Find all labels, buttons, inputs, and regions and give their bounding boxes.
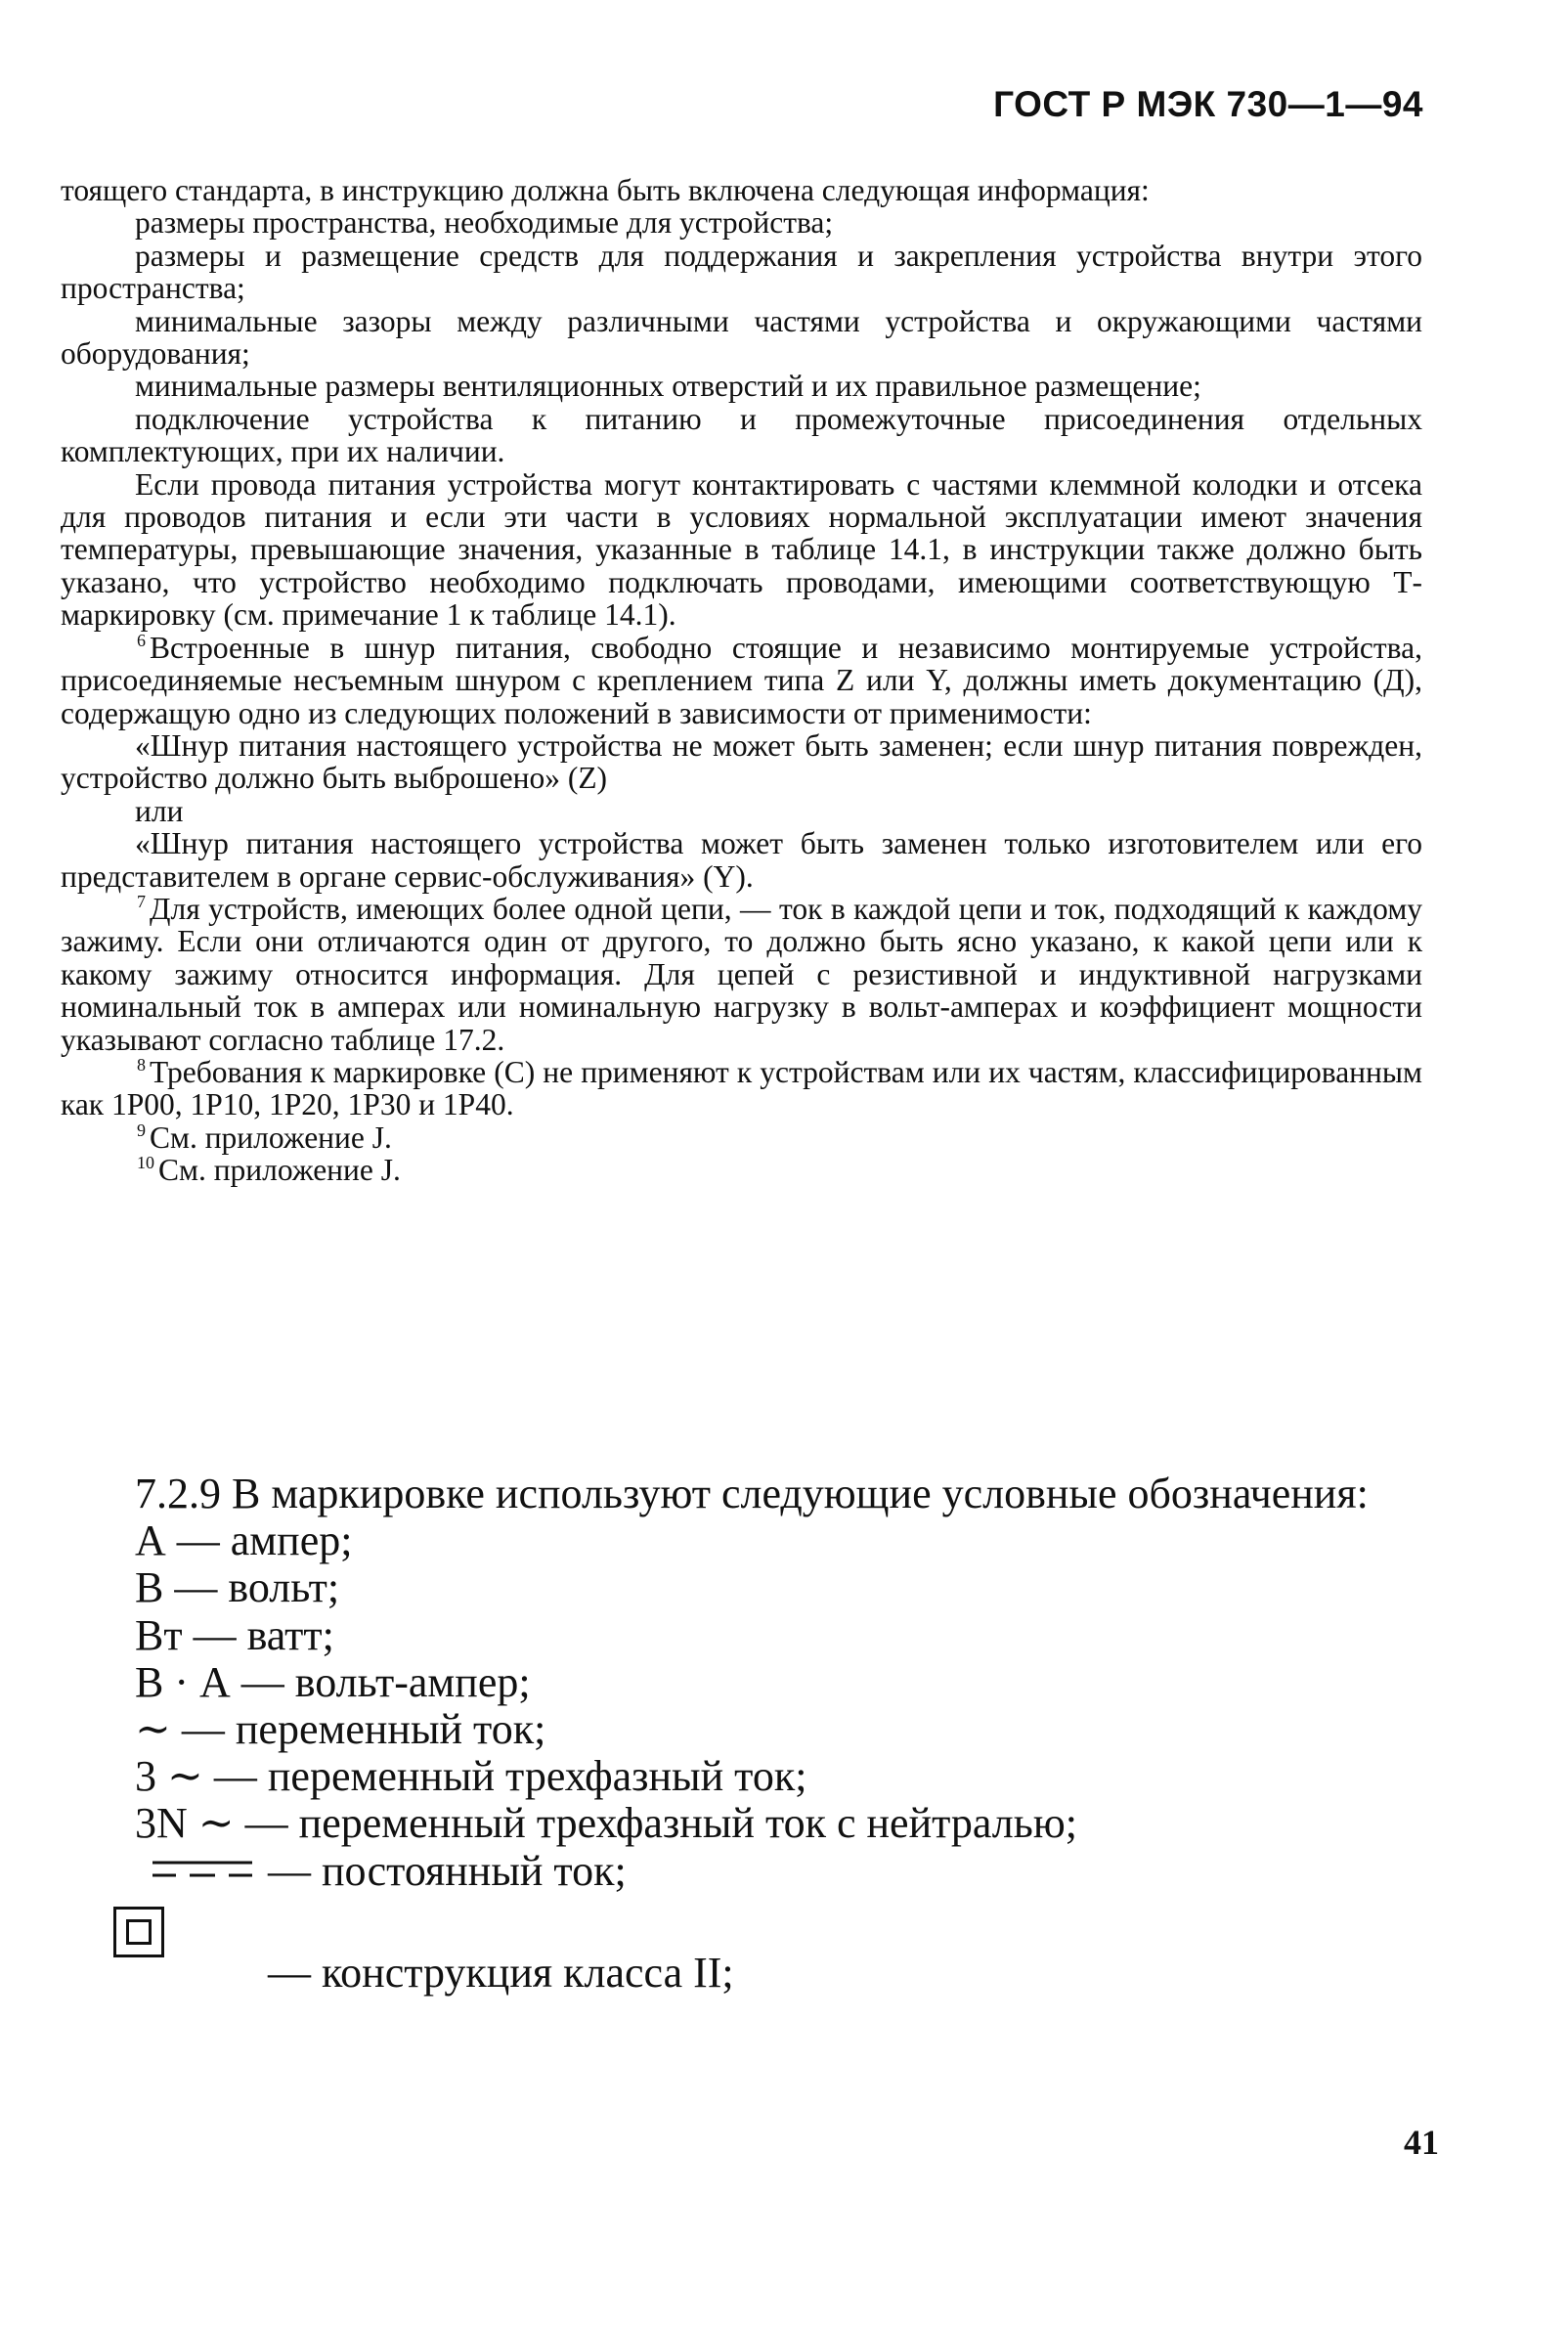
symbol-three-phase-neutral: 3N ∼ — переменный трехфазный ток с нейтралью; [135, 1799, 1077, 1848]
double-square-icon [113, 1907, 164, 1957]
footnote-marker: 6 [137, 630, 146, 650]
symbol-alternating-current: ∼ — переменный ток; [135, 1705, 546, 1754]
symbol-volt: В — вольт; [135, 1563, 340, 1612]
footnote-text: Требования к маркировке (С) не применяют к устройствам или их частям, классифицированным как 1Р00, 1Р10, 1Р20, 1Р30 и 1Р40. [61, 1054, 1422, 1122]
footnote-text: Встроенные в шнур питания, свободно стоящие и независимо монтируемые устройства, присоединяемые несъемным шнуром с креплением типа Z или Y, должны иметь документацию (Д), содержащую одно из следующих положений в зависимости от применимости: [61, 630, 1422, 730]
symbol-watt: Вт — ватт; [135, 1610, 334, 1659]
footnote-10 [61, 1154, 1422, 1186]
footnote-or: или [135, 793, 184, 828]
class-ii-label: — конструкция класса II; [268, 1948, 734, 1997]
section-7-2-9 [61, 1471, 1422, 2002]
footnote-text: См. приложение J. [158, 1153, 401, 1188]
standard-header: ГОСТ Р МЭК 730—1—94 [993, 84, 1423, 124]
body-text [61, 174, 1422, 1187]
symbol-direct-current [61, 1848, 1422, 1895]
footnote-marker: 10 [137, 1153, 154, 1173]
section-heading: 7.2.9 В маркировке используют следующие условные обозначения: [135, 1470, 1369, 1517]
footnote-8 [61, 1056, 1422, 1121]
footnote-7 [61, 893, 1422, 1056]
footnote-text: См. приложение J. [150, 1120, 392, 1155]
list-item: минимальные размеры вентиляционных отверстий и их правильное размещение; [135, 369, 1201, 404]
footnote-text: Для устройств, имеющих более одной цепи, — ток в каждой цепи и ток, подходящий к каждому зажиму. Если они отличаются один от другого, то должно быть ясно указано, к какой цепи или к какому зажиму относится информация. Для цепей с резистивной и индуктивной нагрузками номинальный ток в амперах или номинальную нагрузку в вольт-амперах и коэффициент мощности указывают согласно таблице 17.2. [61, 891, 1422, 1057]
paragraph: Если провода питания устройства могут контактировать с частями клеммной колодки и отсека для проводов питания и если эти части в условиях нормальной эксплуатации имеют значения температуры, превышающие значения, указанные в таблице 14.1, в инструкции также должно быть указано, что устройство необходимо подключать проводами, имеющими соответствующую Т-маркировку (см. примечание 1 к таблице 14.1). [61, 466, 1422, 633]
footnote-marker: 7 [137, 891, 146, 911]
list-item: минимальные зазоры между различными частями устройства и окружающими частями оборудования; [61, 303, 1422, 372]
list-item: подключение устройства к питанию и промежуточные присоединения отдельных комплектующих, при их наличии. [61, 401, 1422, 469]
list-item: размеры пространства, необходимые для устройства; [135, 205, 834, 241]
paragraph: тоящего стандарта, в инструкцию должна быть включена следующая информация: [61, 173, 1150, 207]
footnote-6 [61, 632, 1422, 729]
footnote-marker: 8 [137, 1054, 146, 1075]
symbol-volt-ampere: В · А — вольт-ампер; [135, 1657, 531, 1706]
symbol-ampere: А — ампер; [135, 1516, 353, 1565]
list-item: размеры и размещение средств для поддержания и закрепления устройства внутри этого пространства; [61, 238, 1422, 306]
direct-current-icon [149, 1858, 256, 1881]
direct-current-label: — постоянный ток; [268, 1846, 627, 1895]
symbol-class-ii [61, 1895, 1422, 2002]
footnote-marker: 9 [137, 1120, 146, 1140]
footnote-quote: «Шнур питания настоящего устройства может быть заменен только изготовителем или его представителем в органе сервис-обслуживания» (Y). [61, 826, 1422, 894]
footnote-9 [61, 1121, 1422, 1154]
footnote-quote: «Шнур питания настоящего устройства не может быть заменен; если шнур питания поврежден, устройство должно быть выброшено» (Z) [61, 727, 1422, 796]
page-number: 41 [1404, 2123, 1439, 2162]
symbol-three-phase: 3 ∼ — переменный трехфазный ток; [135, 1752, 807, 1801]
